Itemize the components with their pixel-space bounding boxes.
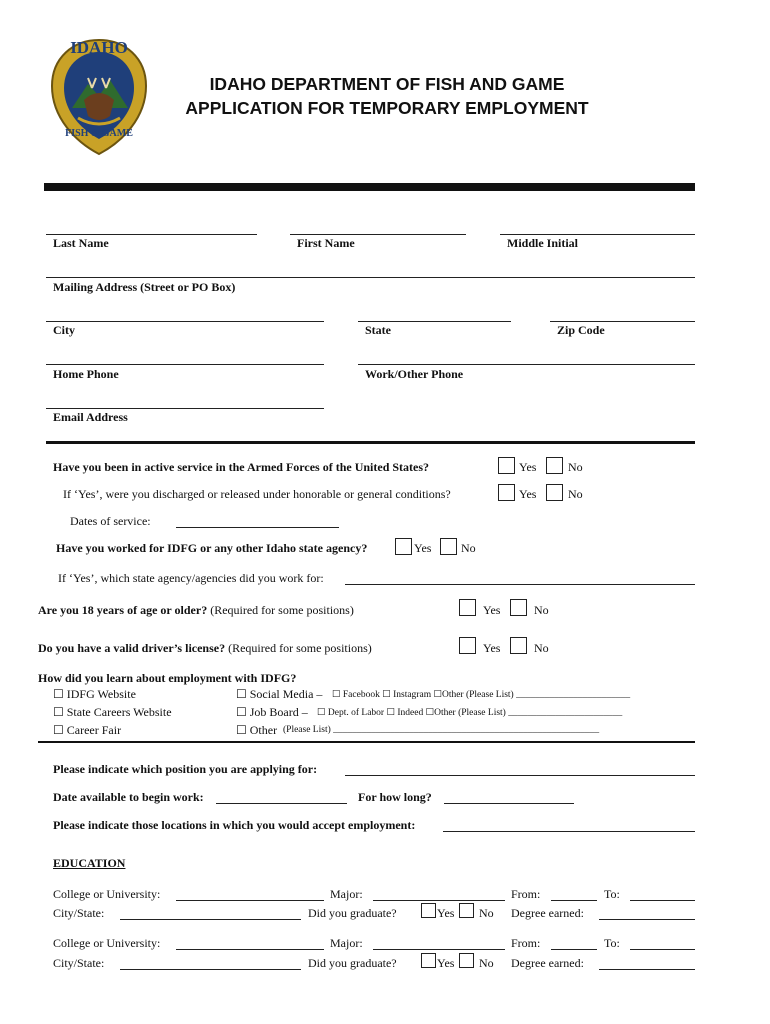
edu2-to-field[interactable] [630,949,695,950]
armed-forces-yes-checkbox[interactable] [498,457,515,474]
license-yes-label: Yes [483,641,501,655]
worked-idfg-question: Have you worked for IDFG or any other Idaho state agency? [56,541,368,555]
discharged-question: If ‘Yes’, were you discharged or released under honorable or general conditions? [63,487,451,501]
date-available-label: Date available to begin work: [53,790,204,804]
middle-initial-field[interactable] [500,234,695,235]
state-label: State [365,323,391,337]
license-no-checkbox[interactable] [510,637,527,654]
applying-for-label: Please indicate which position you are applying for: [53,762,318,776]
edu1-from-field[interactable] [551,900,597,901]
date-available-field[interactable] [216,803,347,804]
worked-idfg-yes-checkbox[interactable] [395,538,412,555]
edu2-graduate-yes-checkbox[interactable] [421,953,436,968]
zip-label: Zip Code [557,323,605,337]
learn-social-media-sub-options[interactable]: ☐ Facebook ☐ Instagram ☐Other (Please List) ________________________ [332,690,631,700]
learn-state-careers-option[interactable]: ☐ State Careers Website [53,705,172,719]
dates-of-service-field[interactable] [176,527,339,528]
license-question-note: (Required for some positions) [225,641,372,655]
logo-text-bottom: FISH & GAME [65,128,133,139]
edu1-from-label: From: [511,887,541,901]
learn-job-board-sub-options[interactable]: ☐ Dept. of Labor ☐ Indeed ☐Other (Please List) ________________________ [317,708,623,718]
city-label: City [53,323,75,337]
how-long-label: For how long? [358,790,432,804]
edu2-college-label: College or University: [53,936,161,950]
zip-field[interactable] [550,321,695,322]
last-name-label: Last Name [53,236,109,250]
edu2-graduate-no-label: No [479,956,494,970]
state-field[interactable] [358,321,511,322]
edu1-graduate-label: Did you graduate? [308,906,397,920]
how-long-field[interactable] [444,803,574,804]
edu2-college-field[interactable] [176,949,324,950]
section-divider-2 [38,741,695,743]
edu2-major-field[interactable] [373,949,505,950]
which-agency-field[interactable] [345,584,695,585]
armed-forces-no-label: No [568,460,583,474]
edu1-graduate-yes-checkbox[interactable] [421,903,436,918]
edu2-graduate-label: Did you graduate? [308,956,397,970]
edu1-major-label: Major: [330,887,363,901]
edu2-degree-label: Degree earned: [511,956,584,970]
age-question-bold: Are you 18 years of age or older? [38,603,208,617]
worked-idfg-no-checkbox[interactable] [440,538,457,555]
age-no-checkbox[interactable] [510,599,527,616]
learn-other-note[interactable]: (Please List) ________________________________________________________ [283,725,600,735]
title-line-1: IDAHO DEPARTMENT OF FISH AND GAME [209,74,565,94]
edu2-to-label: To: [604,936,620,950]
mailing-address-label: Mailing Address (Street or PO Box) [53,280,236,294]
dates-of-service-label: Dates of service: [70,514,151,528]
section-divider-1 [46,441,695,444]
edu2-degree-field[interactable] [599,969,695,970]
page-title [152,72,622,120]
armed-forces-no-checkbox[interactable] [546,457,563,474]
edu1-to-label: To: [604,887,620,901]
mailing-address-field[interactable] [46,277,695,278]
learn-job-board-option[interactable]: ☐ Job Board – [236,705,308,719]
home-phone-field[interactable] [46,364,324,365]
email-label: Email Address [53,410,128,424]
middle-initial-label: Middle Initial [507,236,579,250]
edu2-major-label: Major: [330,936,363,950]
locations-field[interactable] [443,831,695,832]
idfg-seal-icon [50,38,148,156]
discharged-yes-label: Yes [519,487,537,501]
which-agency-question: If ‘Yes’, which state agency/agencies did you work for: [58,571,324,585]
armed-forces-yes-label: Yes [519,460,537,474]
worked-idfg-yes-label: Yes [414,541,432,555]
logo-text-top: IDAHO [70,38,128,57]
title-line-2: APPLICATION FOR TEMPORARY EMPLOYMENT [185,98,589,118]
edu1-college-field[interactable] [176,900,324,901]
armed-forces-question: Have you been in active service in the Armed Forces of the United States? [53,460,430,474]
learn-question: How did you learn about employment with IDFG? [38,671,297,685]
edu2-from-label: From: [511,936,541,950]
license-question-bold: Do you have a valid driver’s license? [38,641,226,655]
edu1-major-field[interactable] [373,900,505,901]
learn-career-fair-option[interactable]: ☐ Career Fair [53,723,122,737]
age-no-label: No [534,603,549,617]
age-yes-label: Yes [483,603,501,617]
age-question [38,603,354,618]
learn-other-option[interactable]: ☐ Other [236,723,278,737]
first-name-label: First Name [297,236,355,250]
education-heading: EDUCATION [53,856,126,870]
edu1-to-field[interactable] [630,900,695,901]
last-name-field[interactable] [46,234,257,235]
discharged-yes-checkbox[interactable] [498,484,515,501]
work-phone-field[interactable] [358,364,695,365]
age-question-note: (Required for some positions) [207,603,354,617]
discharged-no-label: No [568,487,583,501]
idfg-logo [50,38,148,156]
learn-idfg-website-option[interactable]: ☐ IDFG Website [53,687,136,701]
discharged-no-checkbox[interactable] [546,484,563,501]
city-field[interactable] [46,321,324,322]
home-phone-label: Home Phone [53,367,119,381]
license-no-label: No [534,641,549,655]
learn-social-media-option[interactable]: ☐ Social Media – [236,687,323,701]
header-divider [44,183,695,191]
license-question [38,641,372,656]
edu1-graduate-no-label: No [479,906,494,920]
work-phone-label: Work/Other Phone [365,367,464,381]
edu1-graduate-yes-label: Yes [437,906,455,920]
edu1-college-label: College or University: [53,887,161,901]
first-name-field[interactable] [290,234,466,235]
edu1-city-state-field[interactable] [120,919,301,920]
email-field[interactable] [46,408,324,409]
worked-idfg-no-label: No [461,541,476,555]
edu1-degree-field[interactable] [599,919,695,920]
edu1-degree-label: Degree earned: [511,906,584,920]
edu2-city-state-label: City/State: [53,956,105,970]
edu2-city-state-field[interactable] [120,969,301,970]
edu2-graduate-no-checkbox[interactable] [459,953,474,968]
edu1-city-state-label: City/State: [53,906,105,920]
age-yes-checkbox[interactable] [459,599,476,616]
locations-label: Please indicate those locations in which you would accept employment: [53,818,416,832]
applying-for-field[interactable] [345,775,695,776]
license-yes-checkbox[interactable] [459,637,476,654]
edu2-from-field[interactable] [551,949,597,950]
edu2-graduate-yes-label: Yes [437,956,455,970]
edu1-graduate-no-checkbox[interactable] [459,903,474,918]
